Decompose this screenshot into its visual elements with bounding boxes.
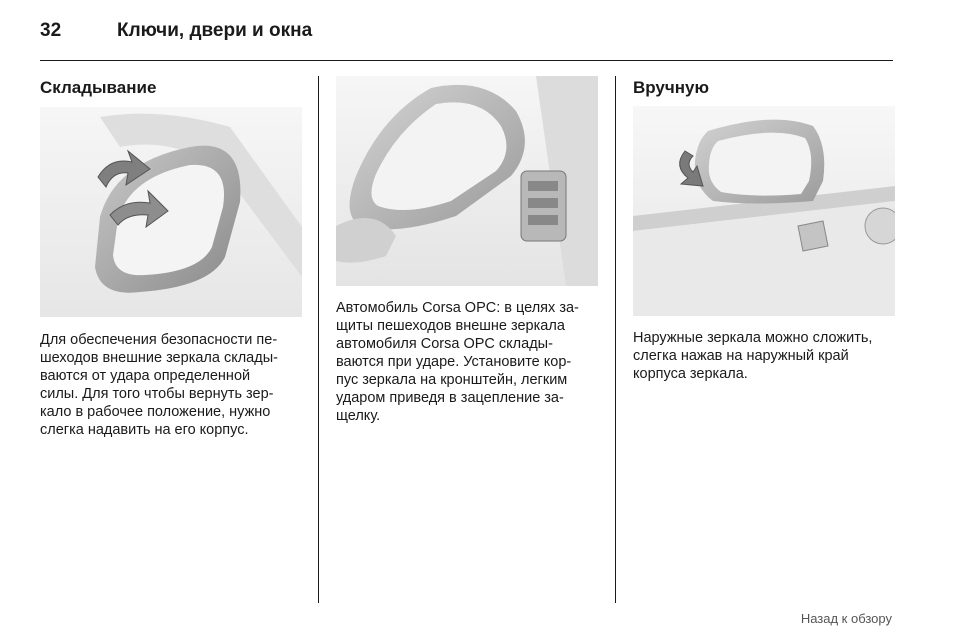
page-title: Ключи, двери и окна [117,20,313,41]
column-divider-2 [615,76,616,603]
section-heading-folding: Складывание [40,78,157,97]
body-text-folding: Для обеспечения безопасности пе- шеходов внешние зеркала склады- ваются от удара определенной силы. Для того чтобы вернуть зер- кало в рабочее положение, нужно слегка надавить на его корпус. [40,332,278,438]
header-rule [40,60,893,61]
body-text-manual: Наружные зеркала можно сложить, слегка нажав на наружный край корпуса зеркала. [633,330,873,382]
folding-mirror-illustration [40,107,302,317]
section-heading-manual: Вручную [633,78,710,97]
opc-mirror-mount-illustration [336,76,598,286]
back-to-overview-link[interactable]: Назад к обзору [800,611,892,626]
page-number: 32 [40,20,62,41]
body-text-opc: Автомобиль Corsa OPC: в целях за- щиты пешеходов внешне зеркала автомобиля Corsa OPC склады- ваются при ударе. Установите кор- пус зеркала на кронштейн, легким ударом приведя в зацепление за- щелку. [336,300,579,424]
column-divider-1 [318,76,319,603]
manual-fold-mirror-illustration [633,106,895,316]
